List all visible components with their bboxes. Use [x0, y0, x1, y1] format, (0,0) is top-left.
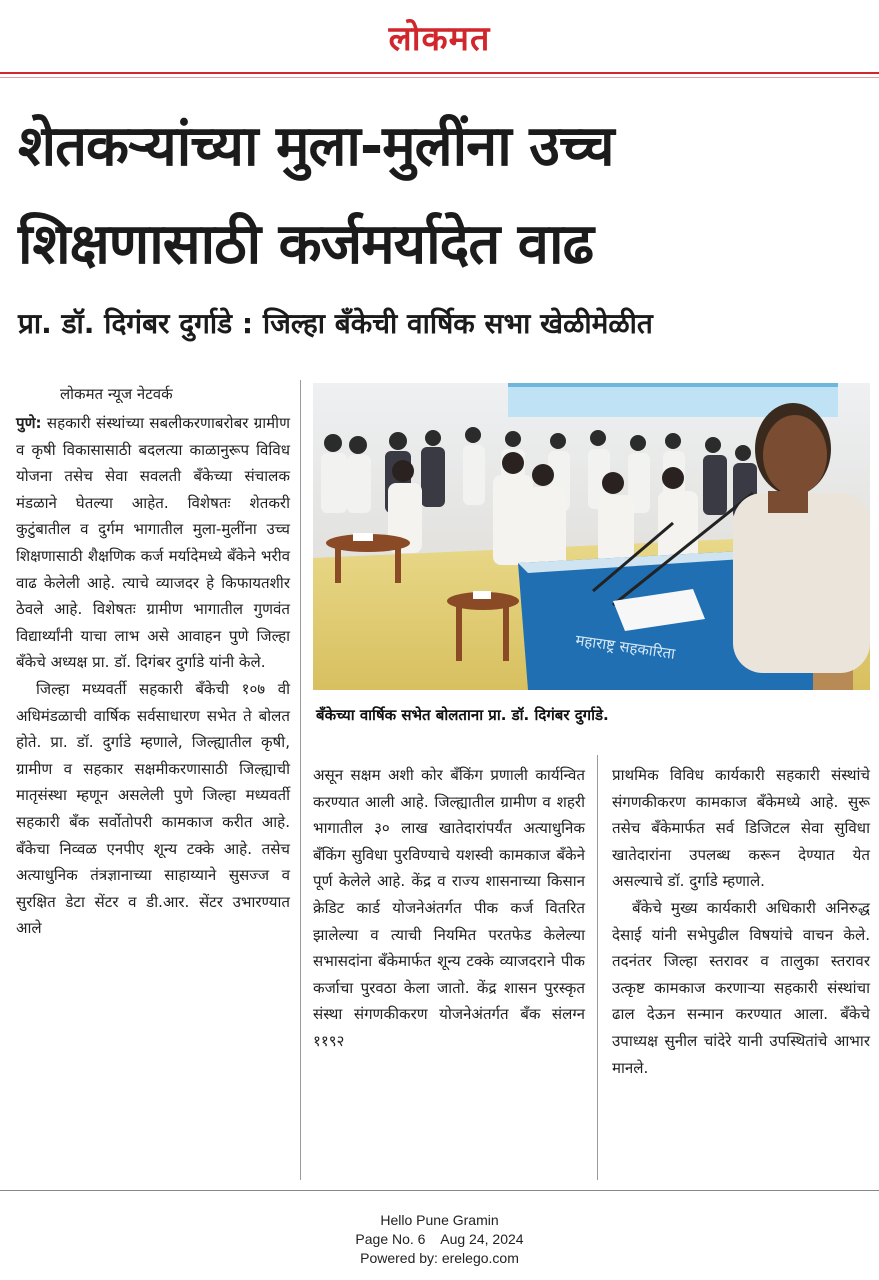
byline: लोकमत न्यूज नेटवर्क: [60, 385, 173, 403]
podium-label: महाराष्ट्र सहकारिता: [574, 631, 677, 663]
footer-page-date: Page No. 6 Aug 24, 2024: [355, 1231, 524, 1247]
paragraph: असून सक्षम अशी कोर बँकिंग प्रणाली कार्यन्वित करण्यात आली आहे. जिल्ह्यातील ग्रामीण व शहरी भागातील ३० लाख खातेदारांपर्यंत अत्याधुनिक बँकिंग सुविधा पुरविण्याचे यशस्वी कामकाज बँकेने पूर्ण केलेले आहे. केंद्र व राज्य शासनाच्या किसान क्रेडिट कार्ड योजनेअंतर्गत पीक कर्ज वितरित झालेल्या व त्याची नियमित परतफेड केलेल्या सभासदांना बँकेमार्फत शून्य टक्के व्याजदराने पीक कर्जाचा पुरवठा केला जातो. केंद्र शासन पुरस्कृत संस्था संगणकीकरण योजनेअंतर्गत बँक संलग्न ११९२: [313, 766, 585, 1050]
dateline: पुणे:: [16, 414, 42, 432]
photo-caption: बँकेच्या वार्षिक सभेत बोलताना प्रा. डॉ. दिगंबर दुर्गाडे.: [316, 706, 609, 724]
paragraph: प्राथमिक विविध कार्यकारी सहकारी संस्थांचे संगणकीकरण कामकाज बँकेमध्ये आहे. सुरू तसेच बँकेमार्फत सर्व डिजिटल सेवा सुविधा खातेदारांना उपलब्ध करून देण्यात येत असल्याचे डॉ. दुर्गाडे म्हणाले.: [612, 766, 870, 891]
article-column-1: [16, 410, 290, 942]
footer-publication: Hello Pune Gramin: [380, 1212, 499, 1228]
masthead: [0, 14, 879, 60]
headline-line-2: शिक्षणासाठी कर्जमर्यादेत वाढ: [18, 212, 593, 277]
article-column-3: [612, 762, 870, 1081]
masthead-rule-thin: [0, 77, 879, 78]
headline: [18, 98, 868, 294]
subheadline: प्रा. डॉ. दिगंबर दुर्गाडे : जिल्हा बँकेची वार्षिक सभा खेळीमेळीत: [18, 307, 653, 340]
footer-powered-by: Powered by: erelego.com: [360, 1250, 519, 1266]
column-divider: [597, 755, 598, 1180]
footer: [0, 1211, 879, 1268]
masthead-rule: [0, 72, 879, 74]
article-photo: [313, 383, 870, 690]
paragraph: जिल्हा मध्यवर्ती सहकारी बँकेची १०७ वी अधिमंडळाची वार्षिक सर्वसाधारण सभेत ते बोलत होते. प्रा. डॉ. दुर्गाडे म्हणाले, जिल्ह्यातील कृषी, ग्रामीण व सहकार सक्षमीकरणासाठी जिल्ह्याची मातृसंस्था म्हणून असलेली पुणे जिल्हा मध्यवर्ती सहकारी बँक सर्वोतोपरी कामकाज करीत आहे. बँकेचा निव्वळ एनपीए शून्य टक्के आहे. तसेच अत्याधुनिक तंत्रज्ञानाच्या साहाय्याने सुसज्ज व सुरक्षित डेटा सेंटर व डी.आर. सेंटर उभारण्यात आले: [16, 679, 290, 938]
lokmat-logo: लोकमत: [388, 19, 491, 59]
paragraph: [16, 410, 290, 676]
paragraph-text: सहकारी संस्थांच्या सबलीकरणाबरोबर ग्रामीण व कृषी विकासासाठी बदलत्या काळानुरूप विविध योजना तसेच सेवा सवलती बँकेच्या संचालक मंडळाने घेतल्या आहेत. विशेषतः शेतकरी कुटुंबातील व दुर्गम भागातील मुला-मुलींना उच्च शिक्षणासाठी शैक्षणिक कर्ज मर्यादेमध्ये बँकेने भरीव वाढ केलेली आहे. त्याचे व्याजदर हे किफायतशीर ठेवले आहे. विशेषतः ग्रामीण भागातील गुणवंत विद्यार्थ्यांनी याचा लाभ असे आवाहन पुणे जिल्हा बँकेचे अध्यक्ष प्रा. डॉ. दिगंबर दुर्गाडे यांनी केले.: [16, 414, 290, 672]
paragraph: बँकेचे मुख्य कार्यकारी अधिकारी अनिरुद्ध देसाई यांनी सभेपुढील विषयांचे वाचन केले. तदनंतर जिल्हा स्तरावर व तालुका स्तरावर उत्कृष्ट कामकाज करणाऱ्या सहकारी संस्थांचा ढाल देऊन सन्मान करण्यात आला. बँकेचे उपाध्यक्ष सुनील चांदेरे यानी उपस्थितांचे आभार मानले.: [612, 898, 870, 1077]
headline-line-1: शेतकऱ्यांच्या मुला-मुलींना उच्च: [18, 114, 614, 179]
photo-illustration: [313, 383, 870, 690]
column-divider: [300, 380, 301, 1180]
footer-rule: [0, 1190, 879, 1191]
article-column-2: [313, 762, 585, 1055]
